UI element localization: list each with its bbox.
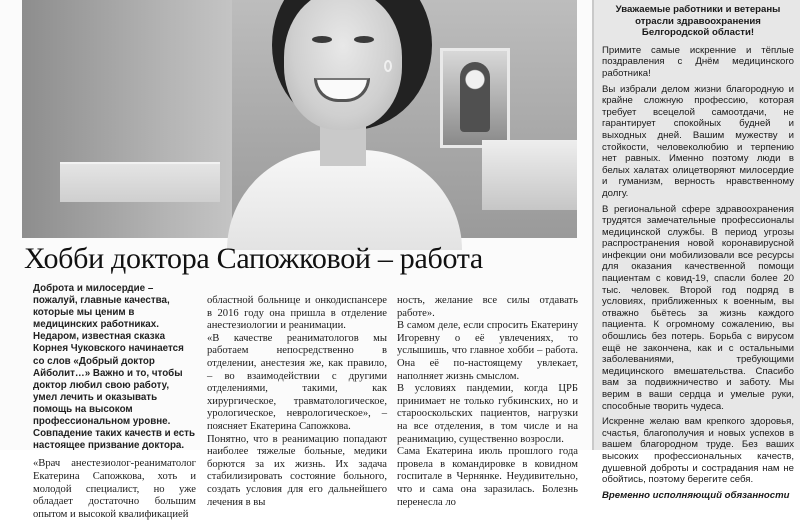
greeting-heading: Уважаемые работники и ветераны отрасли здравоохранения Белгородской области! [615, 4, 781, 39]
doctor-photo [22, 0, 577, 238]
greeting-paragraph: В региональной сфере здравоохранения трудятся замечательные профессионалы медицинской службы. В период угрозы распространения новой коронавирусной инфекции они мобилизовали все ресурсы для оказания качественной помощи пациентам с ковид-19, спасли более 20 тыс. человек. Второй год подряд в условиях, приближенных к военным, вы отважно бьётесь за жизнь каждого пациента. К огромному сожалению, вы обошлись без потерь. Борьба с вирусом ещё не закончена, как и с остальными заболеваниями, требующими медицинского вмешательства. Спасибо вам за подвижничество и заботу. Мы верим в ваши сердца и умелые руки, способные творить чудеса. [602, 203, 794, 412]
greeting-paragraph: Искренне желаю вам крепкого здоровья, счастья, благополучия и новых успехов в вашем благородном труде. Без ваших высоких профессиональных качеств, душевной доброты и сострадания нам не обойтись, поэтому берегите себя. [602, 416, 794, 486]
article-column-1 [33, 283, 196, 520]
photo-eye-right [354, 36, 374, 43]
greeting-content [602, 4, 794, 505]
article-paragraph: «Врач анестезиолог-реаниматолог Екатерина Сапожкова, хоть и молодой специалист, но уже обладает достаточно большим опытом и высокой квалификацией [33, 458, 196, 520]
photo-shelf-right [482, 140, 577, 210]
photo-earring [384, 60, 392, 72]
article-paragraph: Сама Екатерина июль прошлого года провела в командировке в ковидном госпитале в Чернянке. Неудивительно, что и сама она заразилась. Болезнь перенесла ло [397, 446, 578, 508]
article-column-3 [397, 295, 578, 508]
article-paragraph: «В качестве реаниматологов мы работаем непосредственно в отделении, анестезия же, как правило, – во взаимодействии с другими отделениями, такими, как хирургическое, травматологическое, урологическое, неврологическое», – поясняет Екатерина Сапожкова. [207, 332, 387, 432]
article-paragraph: В условиях пандемии, когда ЦРБ принимает не только губкинских, но и старооскольских пациентов, нагрузки на все отделения, в том числе и на реанимацию, существенно возросли. [397, 383, 578, 445]
greeting-paragraph: Примите самые искренние и тёплые поздравления с Днём медицинского работника! [602, 44, 794, 79]
photo-eye-left [312, 36, 332, 43]
greeting-paragraph: Вы избрали делом жизни благородную и крайне сложную профессию, которая требует всецелой самоотдачи, не гарантирует спокойных будней и выходных дней. Вашим мужеству и стойкости, человеколюбию и терпению нет равных. Именно поэтому люди в белых халатах олицетворяют милосердие и гуманизм, верность нравственному долгу. [602, 83, 794, 199]
photo-shelf [60, 162, 220, 202]
article-column-2 [207, 295, 387, 508]
article-paragraph: ность, желание все силы отдавать работе». [397, 295, 578, 319]
article-lede: Доброта и милосердие – пожалуй, главные качества, которые мы ценим в медицинских работниках. Недаром, известная сказка Корнея Чуковского начинается со слов «Добрый доктор Айболит…» Важно и то, чтобы доктор любил свою работу, умел лечить и оказывать помощь на высоком профессиональном уровне. Совпадение таких качеств и есть настоящее призвание доктора. [33, 283, 196, 452]
article-paragraph: Понятно, что в реанимацию попадают наиболее тяжелые больные, медики борются за их жизнь. Их задача стабилизировать состояние больного, создать условия для его дальнейшего лечения в вы [207, 433, 387, 508]
greeting-sidebar [592, 0, 800, 501]
article-paragraph: В самом деле, если спросить Екатерину Игоревну о её увлечениях, то услышишь, что главное хобби – работа. Она её по-настоящему увлекает, наполняет жизнь смыслом. [397, 320, 578, 382]
article-headline: Хобби доктора Сапожковой – работа [24, 242, 483, 275]
article-paragraph: областной больнице и онкодиспансере в 2016 году она пришла в отделение анестезиологии и реанимации. [207, 295, 387, 332]
photo-background-wall [22, 0, 232, 238]
greeting-signature: Временно исполняющий обязанности [602, 489, 790, 501]
photo-icon-figure [460, 62, 490, 132]
